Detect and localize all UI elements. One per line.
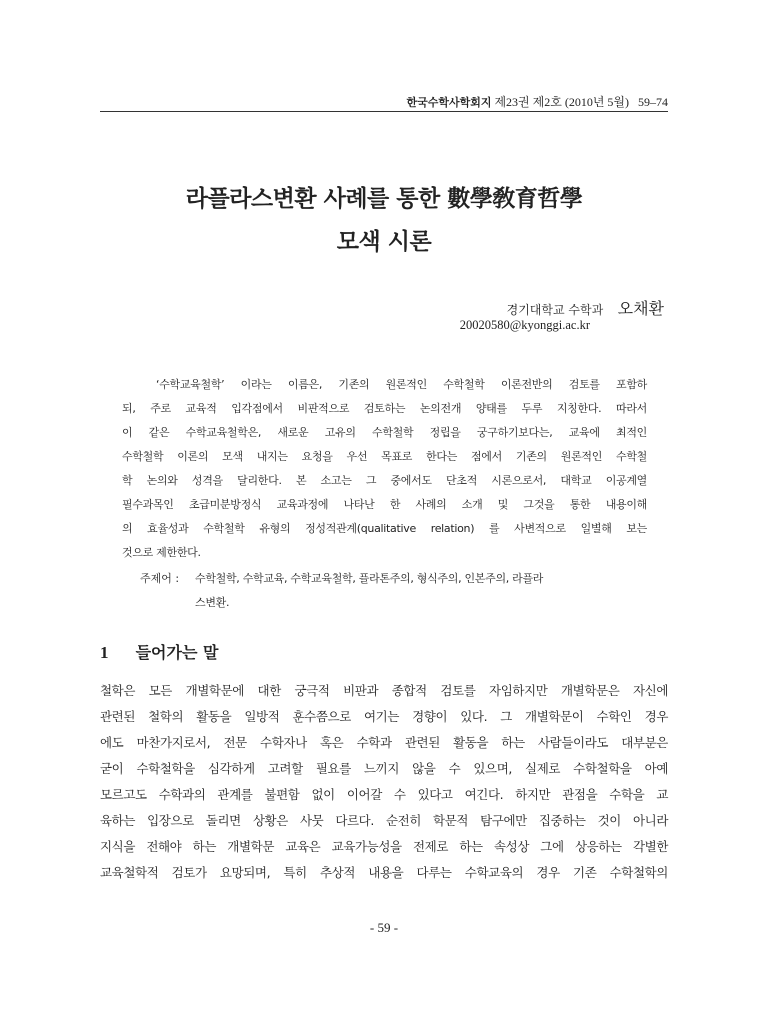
page-number: - 59 - (369, 920, 399, 935)
header-rule (100, 111, 668, 112)
author-block (507, 296, 664, 319)
journal-name: 한국수학사학회지 (406, 96, 492, 109)
body-line: 지식을 전해야 하는 개별학문 교육은 교육가능성을 전제로 하는 속성상 그에 상응하는 각별한 (100, 839, 668, 854)
body-line: 굳이 수학철학을 심각하게 고려할 필요를 느끼지 않을 수 있으며, 실제로 수학철학을 아예 (100, 761, 668, 776)
author-name: 오채환 (617, 299, 664, 318)
body-line: 교육철학적 검토가 요망되며, 특히 추상적 내용을 다루는 수학교육의 경우 기존 수학철학의 (100, 865, 668, 880)
abstract-line: 되, 주로 교육적 입각점에서 비판적으로 검토하는 논의전개 양태를 두루 지칭한다. 따라서 (122, 402, 647, 415)
abstract-line: 것으로 제한한다. (122, 546, 201, 559)
paper-title-line-2: 모색 시론 (336, 229, 432, 255)
keywords-label: 주제어 : (140, 572, 180, 585)
body-line: 관련된 철학의 활동을 일방적 훈수쯤으로 여기는 경향이 있다. 그 개별학문이 수학인 경우 (100, 709, 668, 724)
keywords-line: 스변환. (195, 596, 230, 609)
abstract-line: 학 논의와 성격을 달리한다. 본 소고는 그 중에서도 단초적 시론으로서, 대학교 이공계열 (122, 474, 647, 487)
section-number: 1 (100, 643, 109, 662)
body-line: 모르고도 수학과의 관계를 불편함 없이 이어갈 수 있다고 여긴다. 하지만 관점을 수학을 교 (100, 787, 668, 802)
running-header (100, 93, 668, 110)
keywords-text (195, 570, 650, 618)
section-title: 들어가는 말 (135, 643, 219, 662)
paper-title-line-1: 라플라스변환 사례를 통한 數學敎育哲學 (185, 186, 583, 212)
section-heading (100, 640, 218, 663)
issue-info: 제23권 제2호 (2010년 5월) (494, 95, 629, 109)
body-line: 철학은 모든 개별학문에 대한 궁극적 비판과 종합적 검토를 자임하지만 개별학문은 자신에 (100, 683, 668, 698)
abstract-line: 이 같은 수학교육철학은, 새로운 고유의 수학철학 정립을 궁구하기보다는, 교육에 최적인 (122, 426, 647, 439)
keywords-line: 수학철학, 수학교육, 수학교육철학, 플라톤주의, 형식주의, 인본주의, 라플라 (195, 572, 544, 585)
abstract-line: ‘수학교육철학’ 이라는 이름은, 기존의 원론적인 수학철학 이론전반의 검토를 포함하 (156, 378, 647, 391)
body-paragraph (100, 681, 668, 889)
author-email: 20020580@kyonggi.ac.kr (459, 318, 590, 332)
abstract-line: 의 효율성과 수학철학 유형의 정성적관계(qualitative relation) 를 사변적으로 일별해 보는 (122, 522, 647, 535)
abstract-line: 수학철학 이론의 모색 내지는 요청을 우선 목표로 한다는 점에서 기존의 원론적인 수학철 (122, 450, 647, 463)
author-affiliation: 경기대학교 수학과 (506, 303, 604, 317)
abstract-line: 필수과목인 초급미분방정식 교육과정에 나타난 한 사례의 소개 및 그것을 통한 내용이해 (122, 498, 647, 511)
page-range: 59–74 (638, 95, 668, 109)
body-line: 에도 마찬가지로서, 전문 수학자나 혹은 수학과 관련된 활동을 하는 사람들이라도 대부분은 (100, 735, 668, 750)
abstract (122, 376, 647, 568)
body-line: 육하는 입장으로 돌리면 상황은 사뭇 다르다. 순전히 학문적 탐구에만 집중하는 것이 아니라 (100, 813, 668, 828)
